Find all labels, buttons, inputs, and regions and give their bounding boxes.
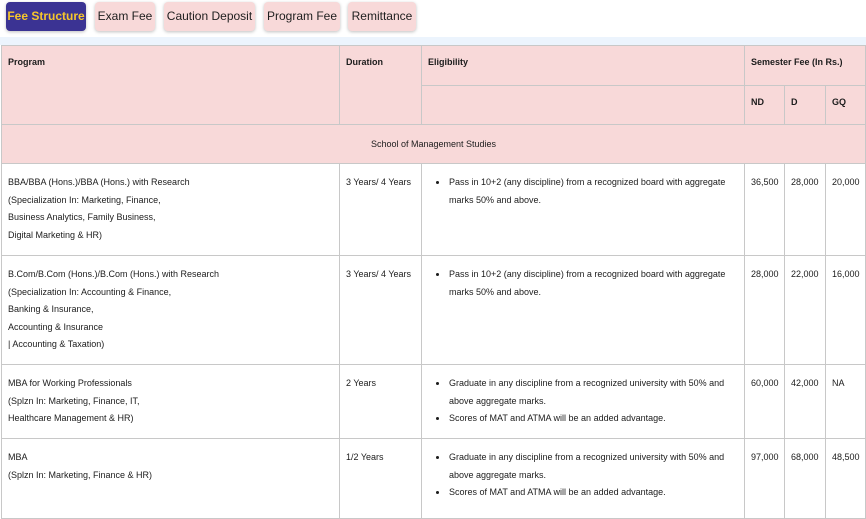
table-row (2, 164, 866, 256)
eligibility-cell (422, 256, 745, 365)
eligibility-item: Scores of MAT and ATMA will be an added advantage. (449, 484, 738, 502)
program-cell (2, 164, 340, 256)
eligibility-item: Scores of MAT and ATMA will be an added advantage. (449, 410, 738, 428)
fee-d: 42,000 (785, 365, 826, 439)
table-row (2, 365, 866, 439)
program-name: BBA/BBA (Hons.)/BBA (Hons.) with Research (8, 177, 190, 187)
tab-fee-structure[interactable]: Fee Structure (6, 2, 86, 31)
eligibility-item: Pass in 10+2 (any discipline) from a recognized board with aggregate marks 50% and above. (449, 266, 738, 301)
header-program: Program (2, 46, 340, 125)
program-spec: Healthcare Management & HR) (8, 413, 134, 423)
fee-gq: 16,000 (826, 256, 866, 365)
eligibility-item: Pass in 10+2 (any discipline) from a recognized board with aggregate marks 50% and above. (449, 174, 738, 209)
tab-bar (0, 0, 866, 37)
fee-nd: 28,000 (745, 256, 785, 365)
fee-nd: 97,000 (745, 439, 785, 519)
fee-d: 28,000 (785, 164, 826, 256)
duration-cell: 3 Years/ 4 Years (340, 164, 422, 256)
fee-gq: 20,000 (826, 164, 866, 256)
table-row (2, 256, 866, 365)
tab-separator (0, 37, 866, 45)
tab-program-fee[interactable]: Program Fee (264, 2, 340, 31)
tab-remittance[interactable]: Remittance (348, 2, 416, 31)
fee-d: 68,000 (785, 439, 826, 519)
program-spec: (Splzn In: Marketing, Finance, IT, (8, 395, 140, 406)
school-row (2, 125, 866, 164)
eligibility-item: Graduate in any discipline from a recognized university with 50% and above aggregate marks. (449, 449, 738, 484)
program-spec: (Specialization In: Marketing, Finance, (8, 194, 161, 205)
eligibility-item: Graduate in any discipline from a recognized university with 50% and above aggregate marks. (449, 375, 738, 410)
fee-nd: 60,000 (745, 365, 785, 439)
fee-d: 22,000 (785, 256, 826, 365)
header-d: D (785, 86, 826, 125)
program-cell (2, 439, 340, 519)
tab-caution-deposit[interactable]: Caution Deposit (164, 2, 255, 31)
fee-gq: 48,500 (826, 439, 866, 519)
header-nd: ND (745, 86, 785, 125)
header-duration: Duration (340, 46, 422, 125)
duration-cell: 1/2 Years (340, 439, 422, 519)
program-cell (2, 365, 340, 439)
duration-cell: 2 Years (340, 365, 422, 439)
fee-gq: NA (826, 365, 866, 439)
fee-table (1, 45, 866, 519)
program-spec: (Specialization In: Accounting & Finance, (8, 286, 172, 297)
header-eligibility: Eligibility (422, 46, 745, 86)
program-spec: | Accounting & Taxation) (8, 339, 105, 349)
table-row (2, 439, 866, 519)
program-spec: Digital Marketing & HR) (8, 229, 103, 240)
program-spec: (Splzn In: Marketing, Finance & HR) (8, 469, 153, 480)
header-semester-fee: Semester Fee (In Rs.) (745, 46, 866, 86)
header-eligibility-sub (422, 86, 745, 125)
program-spec: Accounting & Insurance (8, 321, 104, 332)
eligibility-cell (422, 439, 745, 519)
program-name: MBA (8, 452, 28, 462)
fee-nd: 36,500 (745, 164, 785, 256)
header-gq: GQ (826, 86, 866, 125)
program-name: MBA for Working Professionals (8, 378, 132, 388)
program-name: B.Com/B.Com (Hons.)/B.Com (Hons.) with Research (8, 269, 220, 279)
school-name: School of Management Studies (370, 139, 497, 149)
program-cell (2, 256, 340, 365)
program-spec: Banking & Insurance, (8, 304, 94, 314)
eligibility-cell (422, 365, 745, 439)
program-spec: Business Analytics, Family Business, (8, 212, 156, 222)
tab-exam-fee[interactable]: Exam Fee (95, 2, 155, 31)
duration-cell: 3 Years/ 4 Years (340, 256, 422, 365)
eligibility-cell (422, 164, 745, 256)
